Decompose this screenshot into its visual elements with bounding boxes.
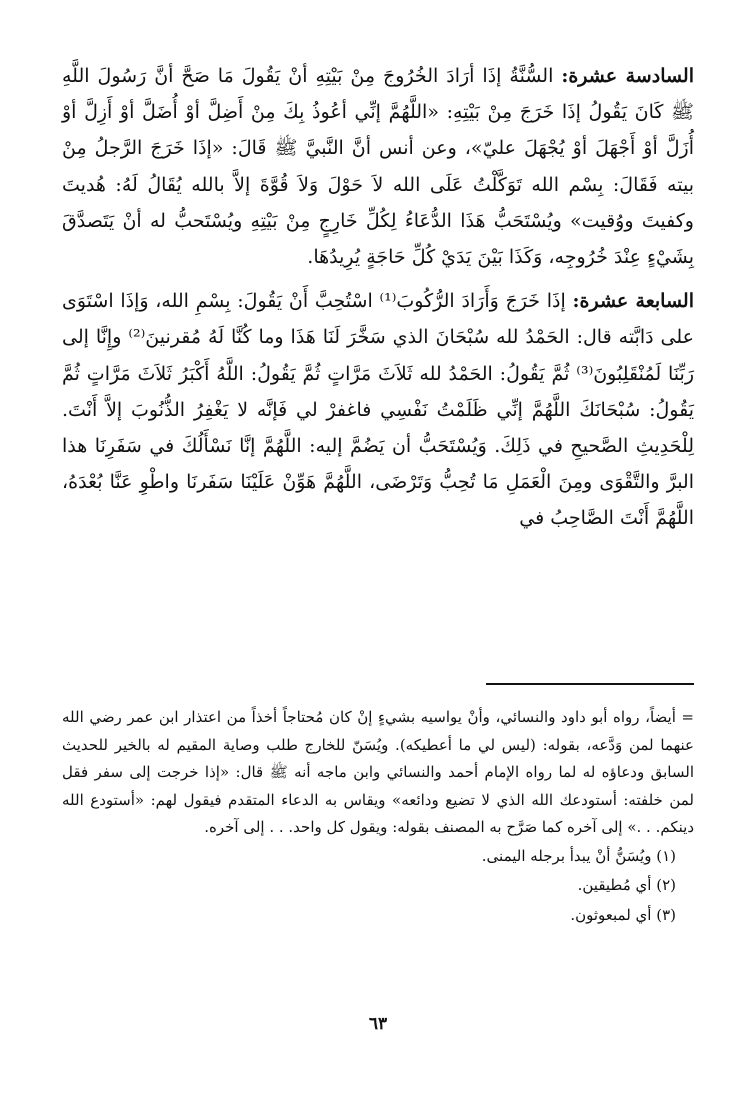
page-number: ٦٣ — [368, 1014, 388, 1034]
paragraph-seventeenth — [62, 283, 694, 536]
footnote-item: (٣) أي لمبعوثون. — [570, 905, 676, 924]
paragraph-heading: السادسة عشرة: — [561, 65, 694, 87]
footnote-separator — [486, 683, 694, 685]
paragraph-body: السُّنَّةُ إذَا أرَادَ الخُرُوجَ مِنْ بَيْتِهِ أنْ يَقُولَ مَا صَحَّ أنَّ رَسُولَ اللَّهِ ﷺ كَانَ يَقُولُ إذَا خَرَجَ مِنْ بَيْتِهِ: «اللَّهُمَّ إنِّي أعُوذُ بِكَ مِنْ أَضِلَّ أوْ أُضَلَّ أوْ أَزِلَّ أوْ أُزَلَّ أوْ أَجْهَلَ أوْ يُجْهَلَ عليّ»، وعن أنس أنَّ النَّبيَّ ﷺ قَالَ: «إذَا خَرَجَ الرَّجلُ مِنْ بيته فَقَالَ: بِسْم الله تَوَكَّلْتُ عَلَى الله لاَ حَوْلَ وَلاَ قُوَّةَ إلاَّ بالله يُقَالُ لَهُ: هُديتَ وكفيتَ ووُقيت» ويُسْتَحَبُّ هَذَا الدُّعَاءُ لِكُلِّ خَارِجٍ مِنْ بَيْتِهِ ويُسْتَحبُّ له أنْ يَتَصدَّقَ بِشَيْءٍ عِنْدَ خُرُوجِه، وَكَذَا بَيْنَ يَدَيْ كُلِّ حَاجَةٍ يُرِيدُهَا. — [62, 65, 694, 269]
footnotes — [62, 704, 694, 930]
footnote-continuation: = أيضاً، رواه أبو داود والنسائي، وأنْ يواسيه بشيءٍ إنْ كان مُحتاجاً أخذاً من اعتذار ابن عمر رضي الله عنهما لمن وَدَّعه، بقوله: (ليس لي ما أعطيكه). ويُسَنّ للخارج طلب وصاية المقيم له بالخير للحديث السابق ودعاؤه له لما رواه الإمام أحمد والنسائي وابن ماجه أنه ﷺ قال: «إذا خرجت إلى سفر فقل لمن خلفته: أستودعك الله الذي لا تضيع ودائعه» ويقاس به الدعاء المتقدم فيقول لهم: «أستودع الله دينكم. . .» إلى آخره كما صَرَّح به المصنف بقوله: ويقول كل واحد. . . إلى آخره. — [62, 708, 694, 836]
footnote-item: (٢) أي مُطيقين. — [577, 876, 676, 894]
footnote-list — [62, 842, 694, 931]
paragraph-body: إذَا خَرَجَ وَأَرَادَ الرُّكُوبَ⁽¹⁾ اسْتُحِبَّ أَنْ يَقُولَ: بِسْمِ الله، وَإذَا اسْتَوَى على دَابَّته قال: الحَمْدُ لله سُبْحَانَ الذي سَخَّرَ لَنَا هَذَا وما كُنَّا لَهُ مُقرنينَ⁽²⁾ وإِنَّا إلى رَبِّنَا لَمُنْقَلِبُونَ⁽³⁾ ثُمَّ يَقُولُ: الحَمْدُ لله ثَلاَثَ مَرَّاتٍ ثُمَّ يَقُولُ: اللَّهُ أَكْبَرُ ثَلاَثَ مَرَّاتٍ ثُمَّ يَقُولُ: سُبْحَانَكَ اللَّهُمَّ إنِّي ظَلَمْتُ نَفْسِي فاغفرْ لي فَإنَّه لا يَغْفِرُ الذُّنُوبَ إلاَّ أَنْتَ. لِلْحَدِيثِ الصَّحيحِ في ذَلِكَ. وَيُسْتَحَبُّ أن يَضُمَّ إليه: اللَّهُمَّ إنَّا نَسْأَلُكَ في سَفَرِنَا هذا البرَّ والتَّقْوَى ومِنَ الْعَمَلِ مَا تُحِبُّ وَتَرْضَى، اللَّهُمَّ هَوِّنْ عَلَيْنَا سَفَرنَا واطْوِ عَنَّا بُعْدَهُ، اللَّهُمَّ أَنْتَ الصَّاحِبُ في — [62, 290, 694, 530]
paragraph-sixteenth — [62, 58, 694, 275]
footnote-item: (١) ويُسَنُّ أنْ يبدأ برجله اليمنى. — [481, 846, 676, 865]
main-text — [62, 58, 694, 537]
paragraph-heading: السابعة عشرة: — [572, 290, 694, 313]
